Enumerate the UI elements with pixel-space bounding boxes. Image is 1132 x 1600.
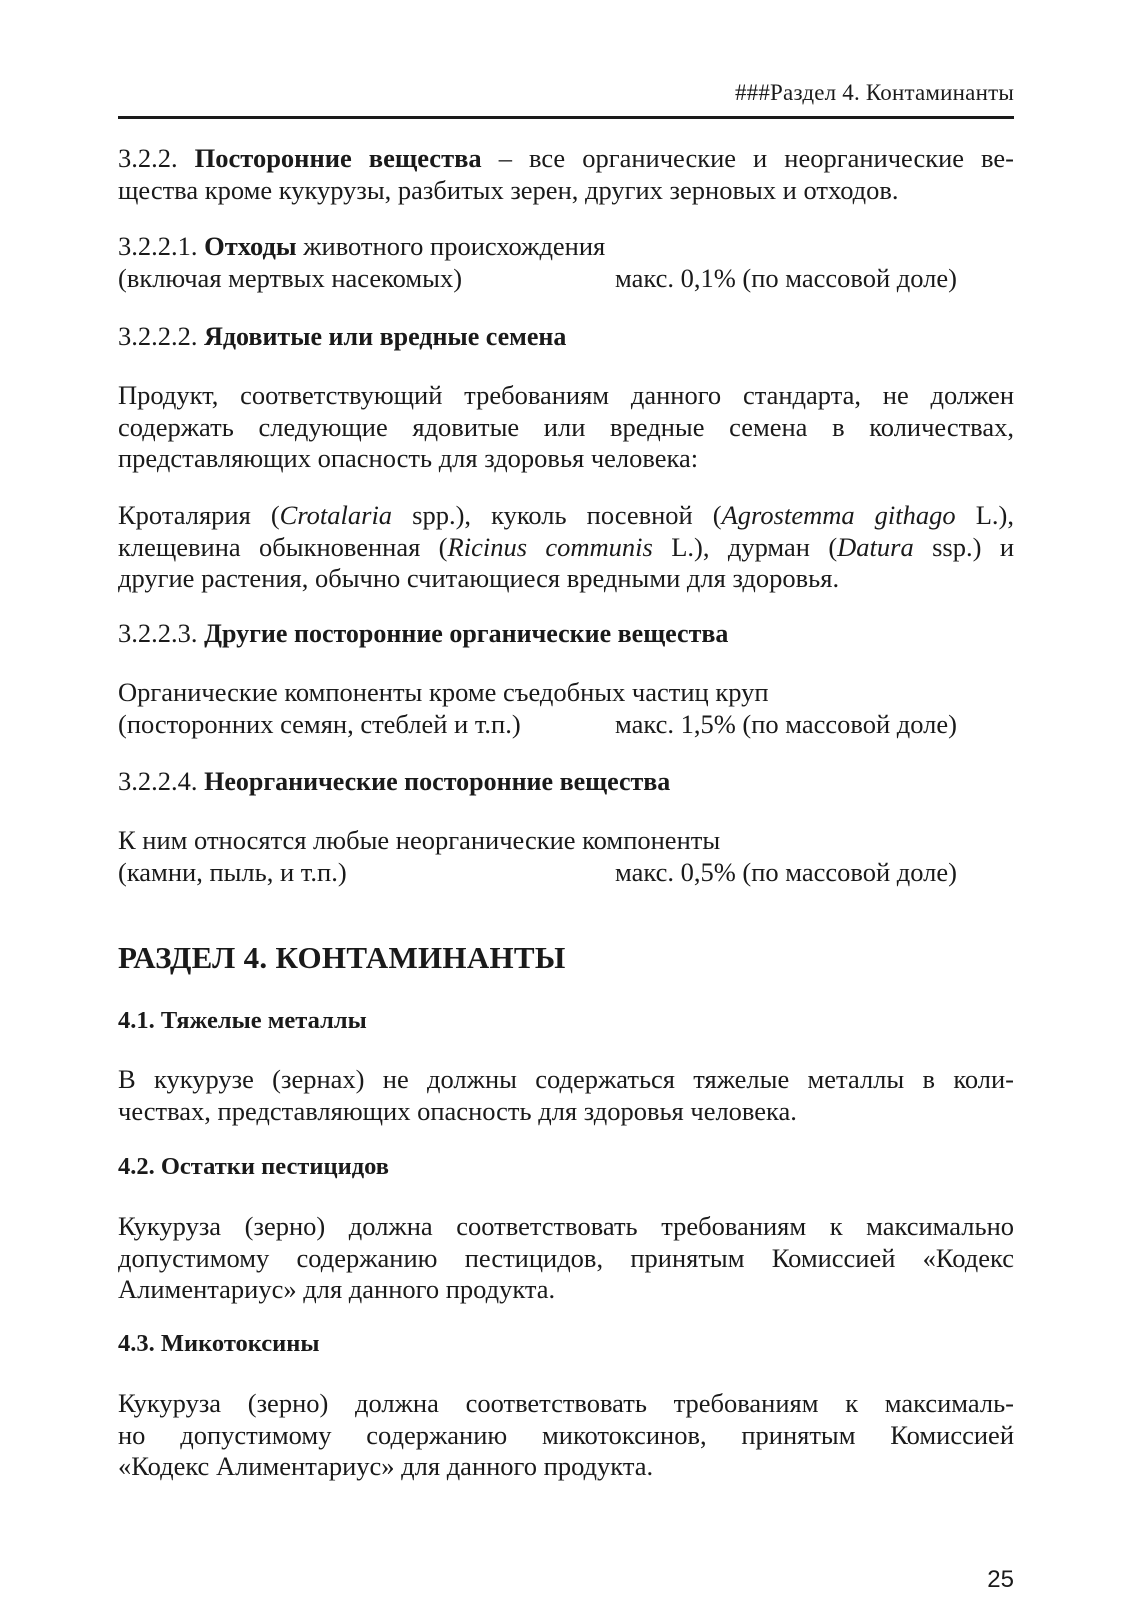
s322-line-2: щества кроме кукурузы, разбитых зерен, других зерновых и отходов.	[118, 174, 899, 205]
section-3-2-2	[118, 143, 1014, 206]
s3222-paragraph	[118, 380, 1014, 475]
s3224-line-1: К ним относятся любые неорганические компоненты	[118, 825, 721, 855]
para-line: представляющих опасность для здоровья человека:	[118, 443, 699, 473]
s3223-limit: макс. 1,5% (по массовой доле)	[615, 708, 957, 739]
s3223-line-1: Органические компоненты кроме съедобных частиц круп	[118, 677, 769, 707]
s3221-title: 3.2.2.1. Отходы животного происхождения	[118, 231, 606, 261]
s3222-seed-list	[118, 500, 1014, 595]
s3221-limit: макс. 0,1% (по массовой доле)	[615, 262, 957, 293]
s3221-limit-row	[118, 263, 1014, 295]
section-4-3-text	[118, 1388, 1014, 1483]
s322-line-1: 3.2.2. Посторонние вещества – все органические и неорганические ве-	[118, 143, 1014, 173]
section-3-2-2-1	[118, 231, 1014, 294]
para-line: «Кодекс Алиментариус» для данного продукта.	[118, 1451, 654, 1481]
section-3-2-2-4-title: 3.2.2.4. Неорганические посторонние вещества	[118, 766, 671, 796]
seed-list-line-2: клещевина обыкновенная (Ricinus communis L.), дурман (Datura ssp.) и	[118, 531, 1014, 562]
para-line: Кукуруза (зерно) должна соответствовать требованиям к максималь-	[118, 1388, 1014, 1418]
seed-list-line-1: Кроталярия (Crotalaria spp.), куколь посевной (Agrostemma githago L.),	[118, 500, 1014, 530]
section-4-2-text	[118, 1211, 1014, 1306]
section-4-1-heading: 4.1. Тяжелые металлы	[118, 1007, 367, 1034]
header-rule	[118, 116, 1014, 119]
para-line: Кукуруза (зерно) должна соответствовать требованиям к максимально	[118, 1211, 1014, 1241]
section-4-3-heading: 4.3. Микотоксины	[118, 1330, 320, 1357]
para-line: но допустимому содержанию микотоксинов, принятым Комиссией	[118, 1419, 1014, 1450]
s3221-note: (включая мертвых насекомых)	[118, 262, 463, 293]
section-4-heading: РАЗДЕЛ 4. КОНТАМИНАНТЫ	[118, 940, 566, 975]
para-line: В кукурузе (зернах) не должны содержаться тяжелые металлы в коли-	[118, 1064, 1014, 1094]
page-number: 25	[987, 1566, 1014, 1593]
section-4-1-text	[118, 1064, 1014, 1127]
running-header: ###Раздел 4. Контаминанты	[734, 80, 1014, 105]
s3224-limit: макс. 0,5% (по массовой доле)	[615, 856, 957, 887]
s3224-title: Неорганические посторонние вещества	[204, 767, 671, 796]
para-line: содержать следующие ядовитые или вредные семена в количествах,	[118, 411, 1014, 442]
s3223-limit-row	[118, 709, 1014, 741]
seed-list-line-3: другие растения, обычно считающиеся вредными для здоровья.	[118, 563, 840, 593]
section-3-2-2-3-title: 3.2.2.3. Другие посторонние органические вещества	[118, 618, 729, 648]
para-line: чествах, представляющих опасность для здоровья человека.	[118, 1095, 797, 1126]
para-line: Продукт, соответствующий требованиям данного стандарта, не должен	[118, 380, 1014, 410]
para-line: допустимому содержанию пестицидов, принятым Комиссией «Кодекс	[118, 1242, 1014, 1273]
s3223-body	[118, 677, 1014, 740]
s3222-title: Ядовитые или вредные семена	[204, 322, 567, 351]
s3224-body	[118, 825, 1014, 888]
s3223-title: Другие посторонние органические вещества	[204, 619, 729, 648]
s3224-limit-row	[118, 857, 1014, 889]
section-4-2-heading: 4.2. Остатки пестицидов	[118, 1153, 389, 1180]
s3224-note: (камни, пыль, и т.п.)	[118, 856, 347, 887]
para-line: Алиментариус» для данного продукта.	[118, 1274, 556, 1304]
s3223-note: (посторонних семян, стеблей и т.п.)	[118, 708, 521, 739]
s322-term: Посторонние вещества	[194, 143, 482, 173]
section-3-2-2-2-title: 3.2.2.2. Ядовитые или вредные семена	[118, 321, 567, 351]
